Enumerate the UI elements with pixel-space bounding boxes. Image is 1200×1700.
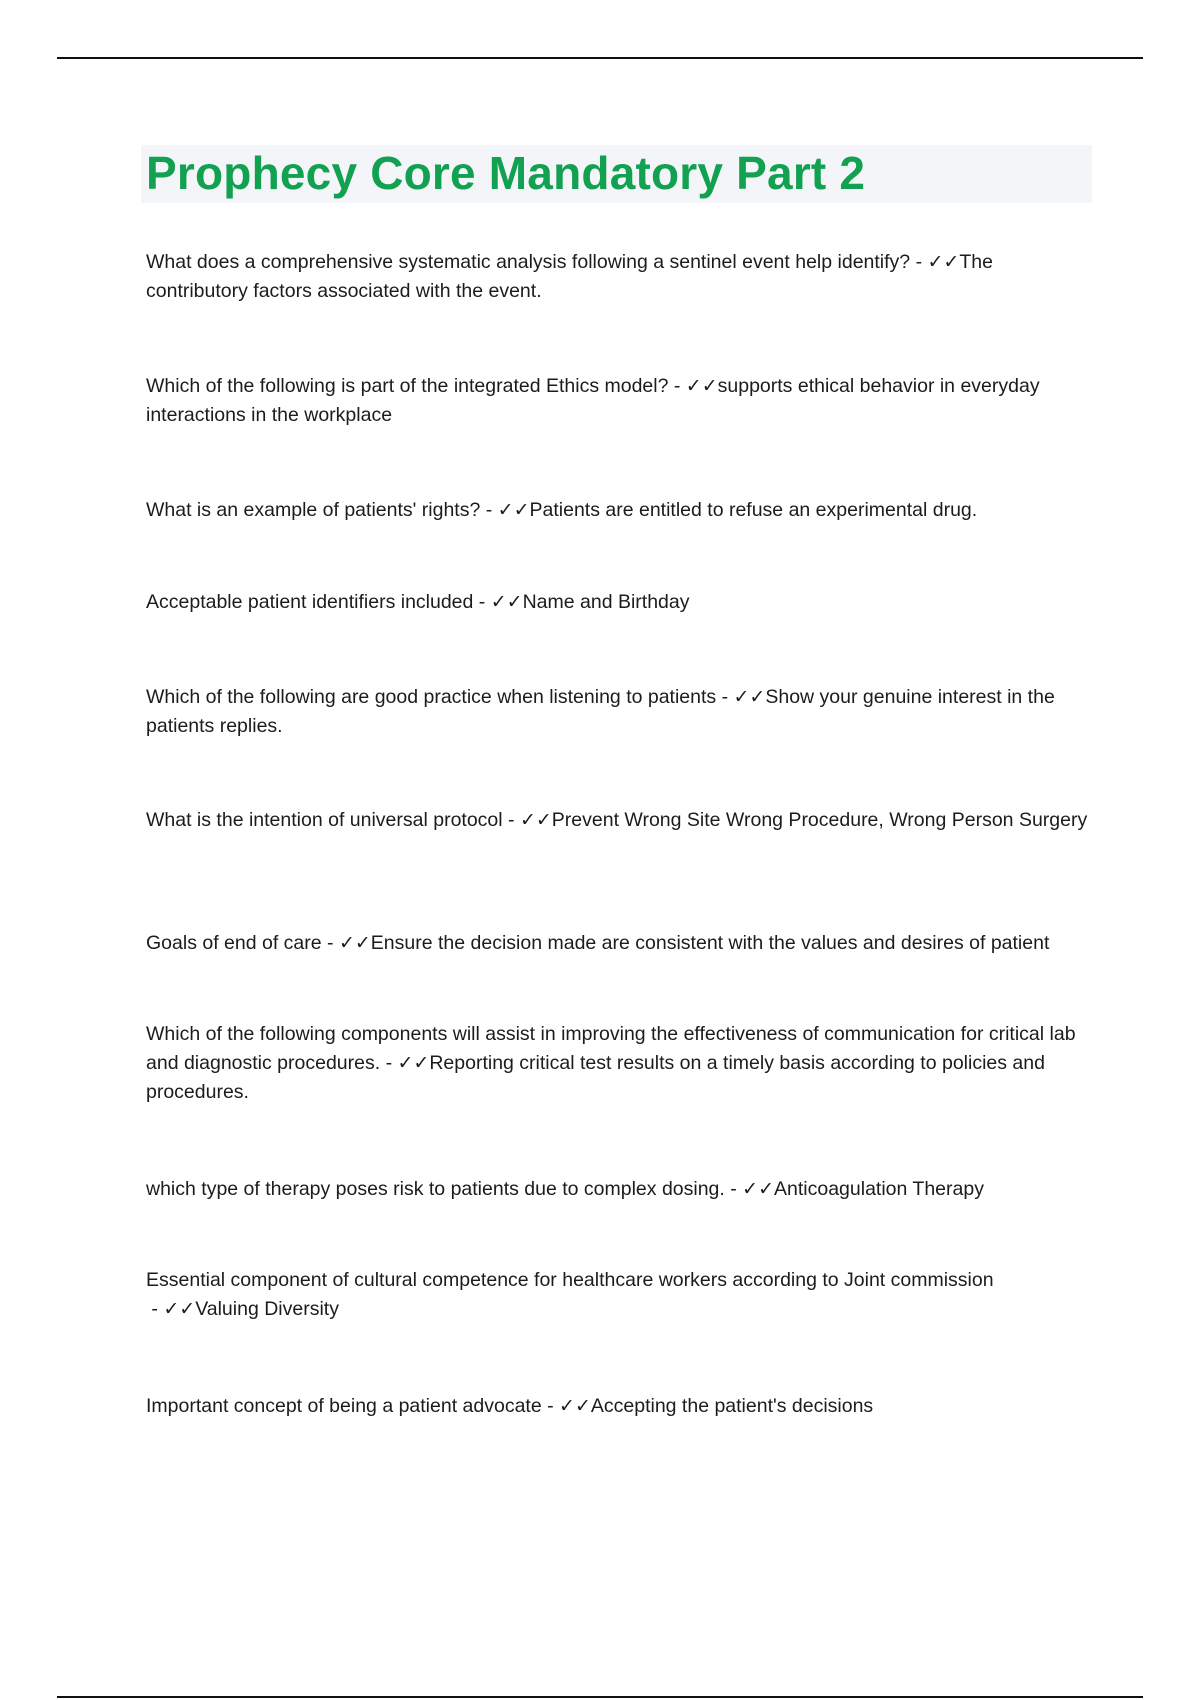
separator: - [473,591,491,613]
question-text: Which of the following components will assist in improving the effectiveness of communication for critical lab and diagnostic procedures. [146,1023,1076,1074]
qa-item [146,929,1096,958]
question-text: Important concept of being a patient advocate [146,1395,542,1417]
question-text: Essential component of cultural competence for healthcare workers according to Joint commission [146,1269,994,1291]
answer-text: Prevent Wrong Site Wrong Procedure, Wrong Person Surgery [551,809,1088,831]
qa-item [146,1392,1096,1421]
qa-item [146,1020,1096,1107]
qa-item [146,806,1096,835]
qa-item [146,683,1096,741]
check-icon: ✓✓ [490,591,523,613]
qa-item [146,1175,1096,1204]
question-text: Acceptable patient identifiers included [146,591,474,613]
separator: - [380,1052,398,1074]
answer-text: Patients are entitled to refuse an experimental drug. [529,499,978,521]
question-text: Which of the following are good practice when listening to patients [146,686,717,708]
answer-text: Ensure the decision made are consistent with the values and desires of patient [370,932,1050,954]
bottom-divider [57,1696,1143,1698]
qa-item [146,496,1096,525]
qa-item [146,248,1096,306]
check-icon: ✓✓ [519,809,552,831]
check-icon: ✓✓ [559,1395,591,1417]
answer-text: Accepting the patient's decisions [590,1395,874,1417]
question-text: which type of therapy poses risk to patients due to complex dosing. [146,1178,725,1200]
qa-item [146,1266,1096,1324]
page-title: Prophecy Core Mandatory Part 2 [146,147,866,199]
qa-item [146,588,1096,617]
check-icon: ✓✓ [338,932,371,954]
answer-text: The contributory factors associated with the event. [146,251,993,302]
question-text: What is an example of patients' rights? [146,499,481,521]
check-icon: ✓✓ [497,499,530,521]
separator: - [541,1395,560,1417]
separator: - [724,1178,743,1200]
question-text: Goals of end of care [146,932,322,954]
answer-text: Show your genuine interest in the patients replies. [146,686,1055,737]
qa-item [146,372,1096,430]
answer-text: supports ethical behavior in everyday interactions in the workplace [146,375,1040,426]
separator: - [502,809,520,831]
answer-text: Reporting critical test results on a timely basis according to policies and procedures. [146,1052,1045,1103]
check-icon: ✓✓ [927,251,960,273]
separator: - [716,686,734,708]
answer-text: Name and Birthday [522,591,690,613]
answer-text: Anticoagulation Therapy [774,1178,984,1200]
top-divider [57,57,1143,59]
check-icon: ✓✓ [163,1298,196,1320]
answer-text: Valuing Diversity [195,1298,339,1320]
separator: - [321,932,339,954]
separator: - [480,499,498,521]
check-icon: ✓✓ [397,1052,430,1074]
separator: - [910,251,928,273]
question-text: What does a comprehensive systematic analysis following a sentinel event help identify? [146,251,911,273]
check-icon: ✓✓ [742,1178,775,1200]
check-icon: ✓✓ [733,686,766,708]
separator: - [146,1298,164,1320]
question-text: What is the intention of universal protocol [146,809,503,831]
check-icon: ✓✓ [685,375,718,397]
question-text: Which of the following is part of the integrated Ethics model? [146,375,669,397]
separator: - [668,375,686,397]
